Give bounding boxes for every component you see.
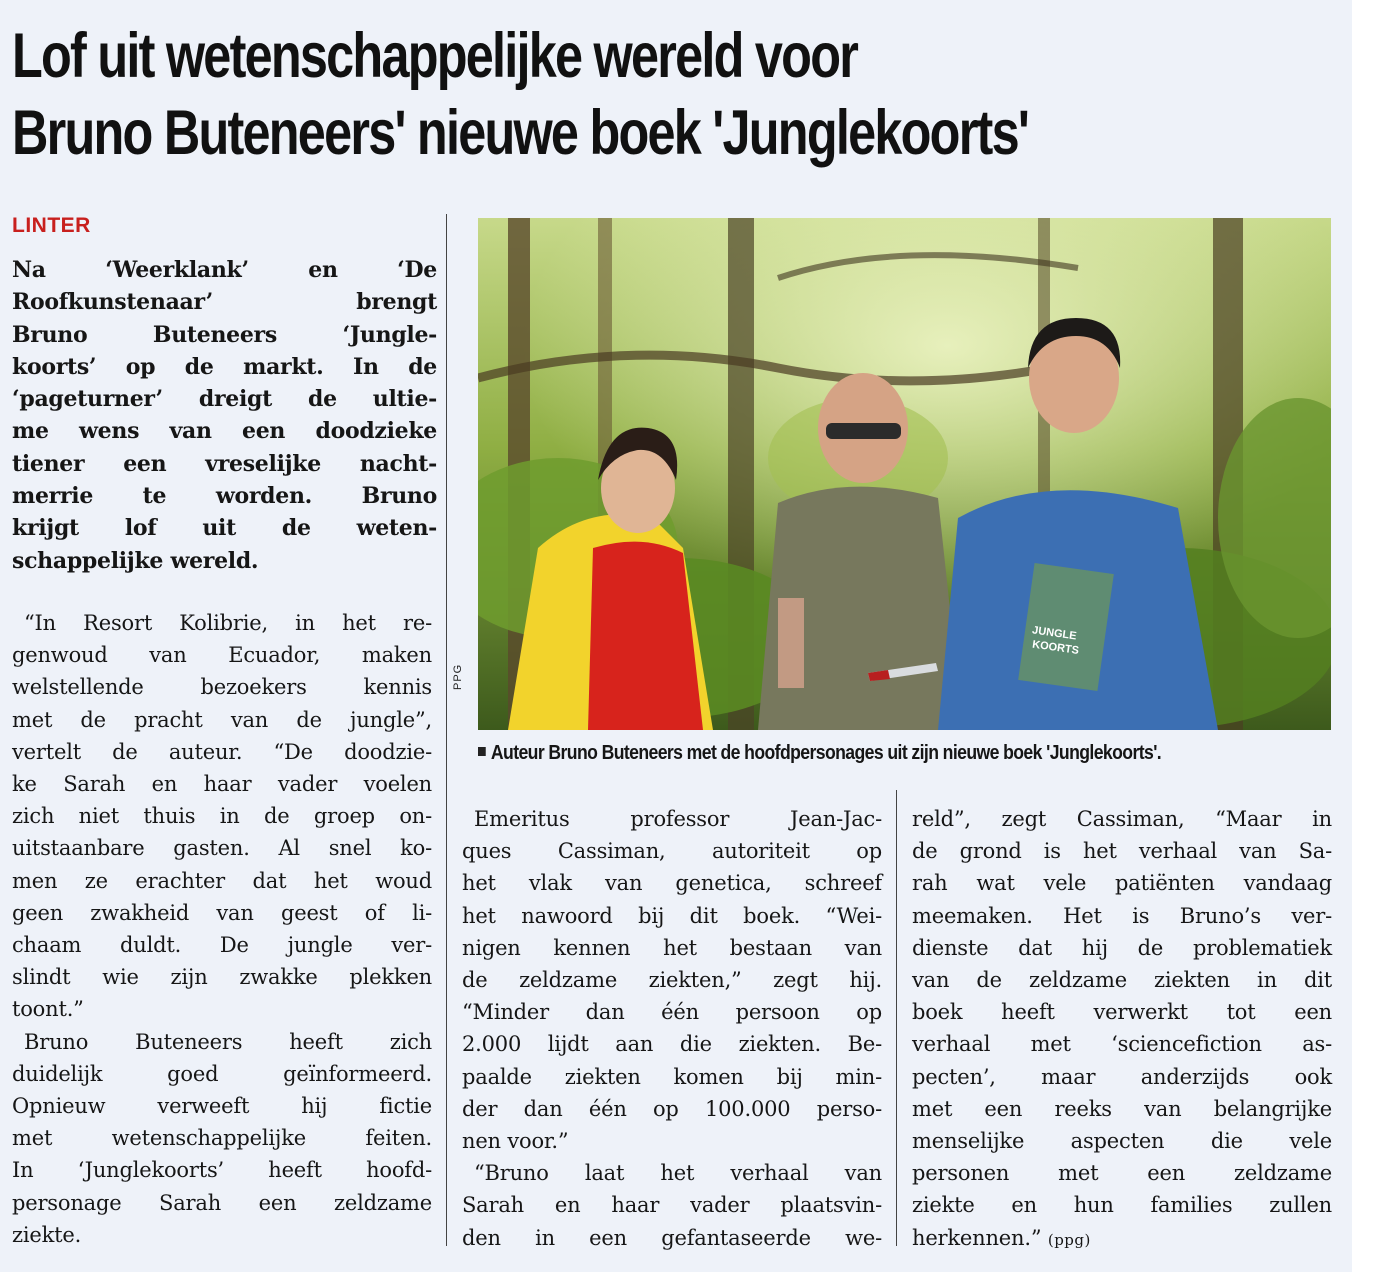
body-line: verhaal met ‘sciencefiction as- <box>912 1032 1332 1057</box>
body-line: den in een gefantaseerde we- <box>462 1225 882 1250</box>
body-line: meemaken. Het is Bruno’s ver- <box>912 903 1332 928</box>
body-line: personen met een zeldzame <box>912 1161 1332 1186</box>
author-signature: (ppg) <box>1047 1230 1091 1249</box>
lead-line: krijgt lof uit de weten- <box>12 515 437 542</box>
body-line: ziekte en hun families zullen <box>912 1193 1332 1218</box>
lead-paragraph <box>12 254 437 577</box>
body-line: zich niet thuis in de groep on- <box>12 804 432 829</box>
body-line: ziekte. <box>12 1222 82 1247</box>
body-line: nen voor.” <box>462 1129 569 1154</box>
body-line: Sarah en haar vader plaatsvin- <box>462 1193 882 1218</box>
body-line: Emeritus professor Jean-Jac- <box>474 807 882 831</box>
headline-line-2: Bruno Buteneers' nieuwe boek 'Junglekoorts' <box>12 98 1029 168</box>
photo-credit: PPG <box>452 663 464 690</box>
column-divider <box>446 790 447 1246</box>
body-line: Bruno Buteneers heeft zich <box>24 1029 432 1054</box>
photo-caption <box>478 741 1161 765</box>
lead-line: merrie te worden. Bruno <box>12 483 437 510</box>
lead-line: Bruno Buteneers ‘Jungle- <box>12 321 437 348</box>
body-line: toont.” <box>12 997 84 1022</box>
body-line: paalde ziekten komen bij min- <box>462 1064 882 1089</box>
body-line: boek heeft verwerkt tot een <box>912 1000 1332 1025</box>
body-line: van de zeldzame ziekten in dit <box>912 968 1332 993</box>
body-line: met een reeks van belangrijke <box>912 1096 1332 1121</box>
body-line: Opnieuw verweeft hij fictie <box>12 1094 432 1119</box>
body-line: pecten’, maar anderzijds ook <box>912 1064 1332 1089</box>
caption-bullet-icon <box>478 747 486 756</box>
book-cover <box>1018 563 1114 691</box>
body-line: In ‘Junglekoorts’ heeft hoofd- <box>12 1158 432 1183</box>
body-line: personage Sarah een zeldzame <box>12 1190 432 1215</box>
body-column-1 <box>12 607 432 1251</box>
body-line: het vlak van genetica, schreef <box>462 871 882 896</box>
caption-text: Auteur Bruno Buteneers met de hoofdpersonages uit zijn nieuwe boek 'Junglekoorts'. <box>490 741 1162 764</box>
body-line-end <box>912 1222 1332 1256</box>
body-line: de grond is het verhaal van Sa- <box>912 839 1332 864</box>
lead-line: koorts’ op de markt. In de <box>12 353 437 380</box>
body-line: de zeldzame ziekten,” zegt hij. <box>462 968 882 993</box>
body-line: chaam duldt. De jungle ver- <box>12 933 432 958</box>
lead-line: ‘pageturner’ dreigt de ultie- <box>12 386 437 413</box>
body-line: genwoud van Ecuador, maken <box>12 643 432 668</box>
body-line: “Minder dan één persoon op <box>462 1000 882 1025</box>
body-line: herkennen.” <box>912 1225 1042 1250</box>
body-line: duidelijk goed geïnformeerd. <box>12 1061 432 1086</box>
body-line: reld”, zegt Cassiman, “Maar in <box>912 807 1332 831</box>
body-line: uitstaanbare gasten. Al snel ko- <box>12 836 432 861</box>
body-line: ke Sarah en haar vader voelen <box>12 772 432 797</box>
body-line: der dan één op 100.000 perso- <box>462 1096 882 1121</box>
body-line: slindt wie zijn zwakke plekken <box>12 965 432 990</box>
body-line: het nawoord bij dit boek. “Wei- <box>462 903 882 928</box>
headline <box>12 18 1076 172</box>
article-photo <box>478 218 1331 730</box>
body-line: met wetenschappelijke feiten. <box>12 1126 432 1151</box>
lead-line: Roofkunstenaar’ brengt <box>12 289 437 316</box>
lead-line: me wens van een doodzieke <box>12 418 437 445</box>
column-divider <box>896 790 897 1246</box>
body-line: met de pracht van de jungle”, <box>12 707 432 732</box>
body-line: welstellende bezoekers kennis <box>12 675 432 700</box>
lead-line: schappelijke wereld. <box>12 547 259 574</box>
lead-line: tiener een vreselijke nacht- <box>12 450 437 477</box>
body-line: men ze erachter dat het woud <box>12 868 432 893</box>
body-line: vertelt de auteur. “De doodzie- <box>12 739 432 764</box>
body-line: “In Resort Kolibrie, in het re- <box>24 611 432 635</box>
headline-line-1: Lof uit wetenschappelijke wereld voor <box>12 21 858 91</box>
body-line: 2.000 lijdt aan die ziekten. Be- <box>462 1032 882 1057</box>
body-line: nigen kennen het bestaan van <box>462 935 882 960</box>
lead-line: Na ‘Weerklank’ en ‘De <box>12 257 437 283</box>
body-line: “Bruno laat het verhaal van <box>474 1161 882 1186</box>
body-line: geen zwakheid van geest of li- <box>12 900 432 925</box>
body-line: dienste dat hij de problematiek <box>912 935 1332 960</box>
body-line: rah wat vele patiënten vandaag <box>912 871 1332 896</box>
dateline: LINTER <box>12 214 91 237</box>
body-column-2 <box>462 803 882 1254</box>
body-line: ques Cassiman, autoriteit op <box>462 839 882 864</box>
book-title-line-1: JUNGLE <box>1031 624 1078 643</box>
body-line: menselijke aspecten die vele <box>912 1129 1332 1154</box>
body-column-3 <box>912 803 1332 1256</box>
book-title-line-2: KOORTS <box>1031 638 1080 657</box>
